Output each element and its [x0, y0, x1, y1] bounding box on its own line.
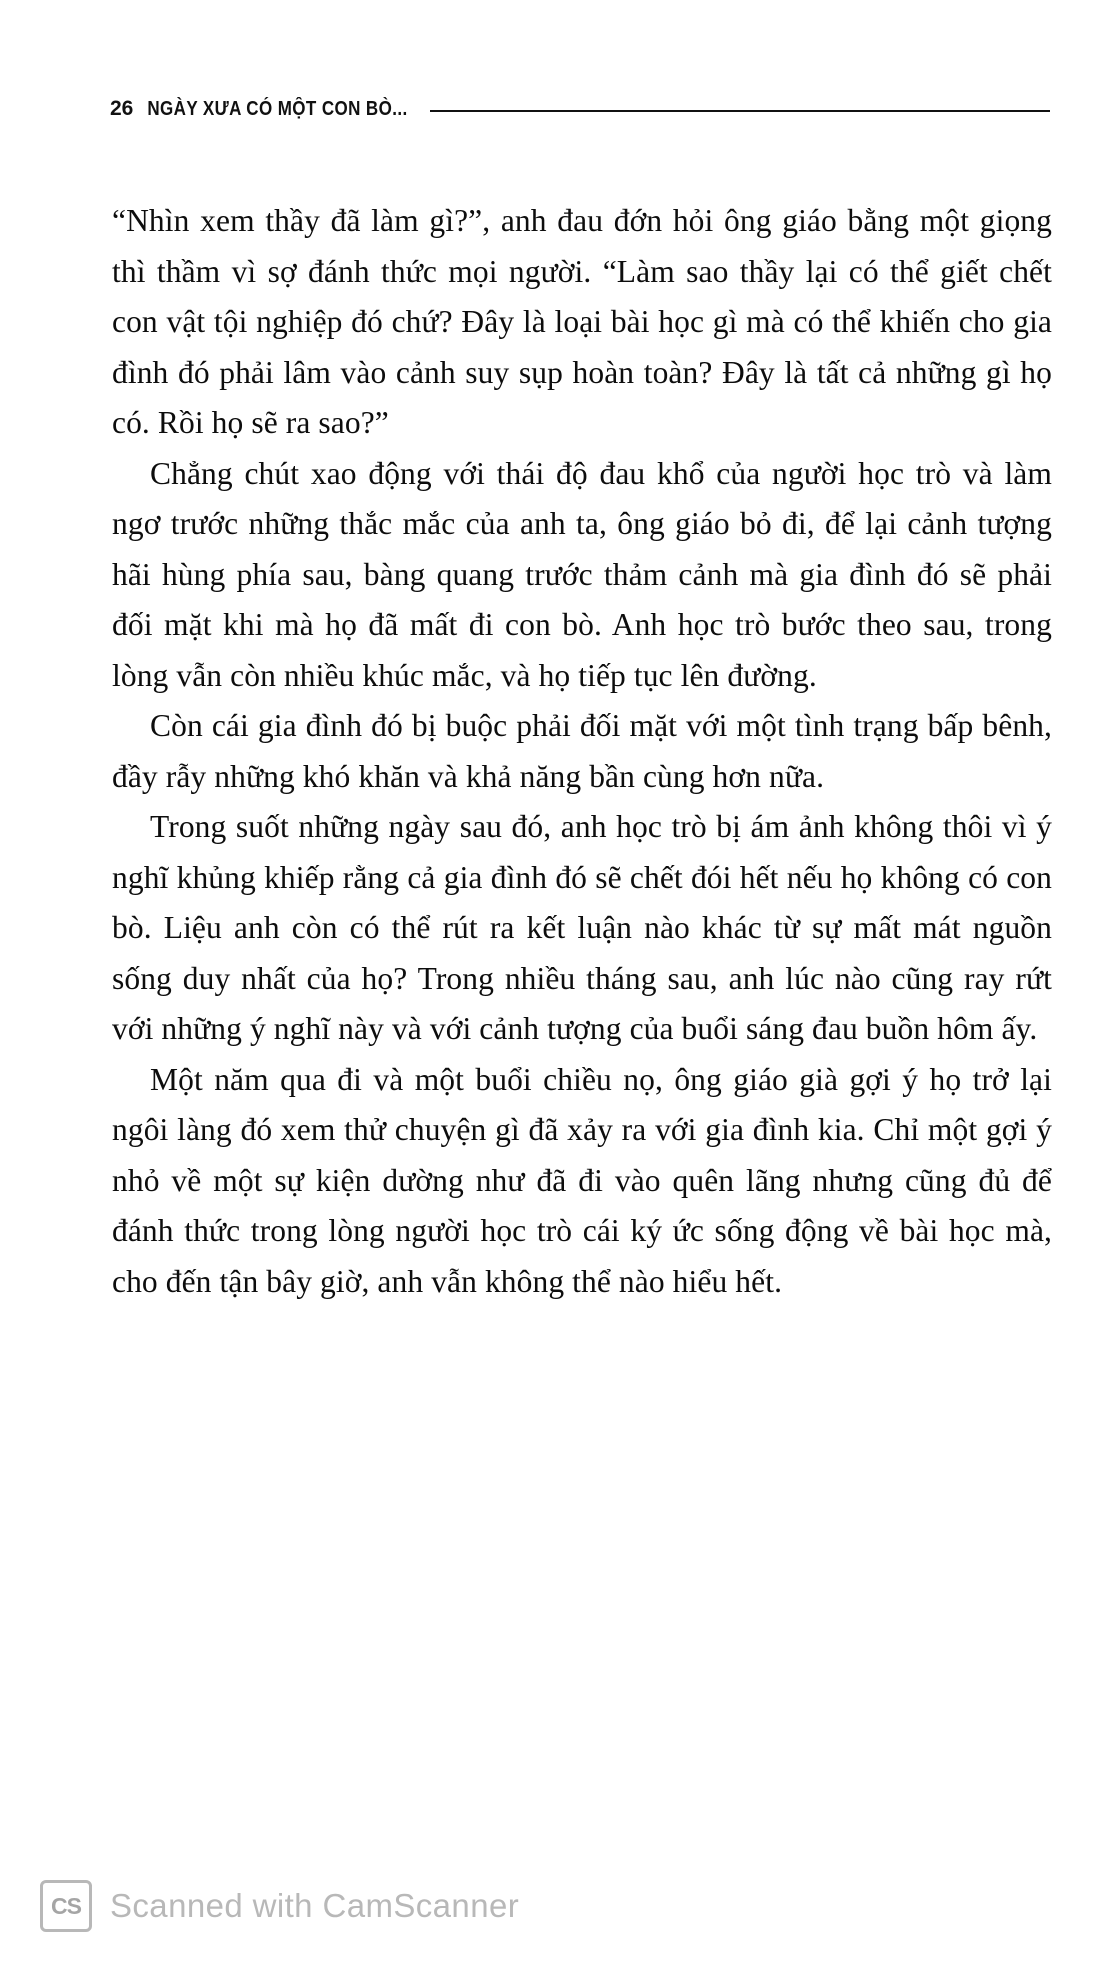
header-rule — [430, 110, 1050, 112]
watermark-label: Scanned with CamScanner — [110, 1887, 520, 1924]
paragraph: Chẳng chút xao động với thái độ đau khổ của người học trò và làm ngơ trước những thắc mắc của anh ta, ông giáo bỏ đi, để lại cảnh tượng hãi hùng phía sau, bàng quang trước thảm cảnh mà gia đình đó sẽ phải đối mặt khi mà họ đã mất đi con bò. Anh học trò bước theo sau, trong lòng vẫn còn nhiều khúc mắc, và họ tiếp tục lên đường. — [112, 455, 1052, 693]
camscanner-watermark — [40, 1880, 519, 1932]
paragraph: Trong suốt những ngày sau đó, anh học trò bị ám ảnh không thôi vì ý nghĩ khủng khiếp rằng cả gia đình đó sẽ chết đói hết nếu họ không có con bò. Liệu anh còn có thể rút ra kết luận nào khác từ sự mất mát nguồn sống duy nhất của họ? Trong nhiều tháng sau, anh lúc nào cũng ray rứt với những ý nghĩ này và với cảnh tượng của buổi sáng đau buồn hôm ấy. — [112, 809, 1052, 1046]
running-head — [110, 92, 1050, 126]
page-number: 26 — [110, 97, 134, 120]
paragraph: “Nhìn xem thầy đã làm gì?”, anh đau đớn hỏi ông giáo bằng một giọng thì thầm vì sợ đánh thức mọi người. “Làm sao thầy lại có thể giết chết con vật tội nghiệp đó chứ? Đây là loại bài học gì mà có thể khiến cho gia đình đó phải lâm vào cảnh suy sụp hoàn toàn? Đây là tất cả những gì họ có. Rồi họ sẽ ra sao?” — [112, 203, 1052, 440]
body-text — [112, 196, 1052, 1307]
paragraph: Một năm qua đi và một buổi chiều nọ, ông giáo già gợi ý họ trở lại ngôi làng đó xem thử chuyện gì đã xảy ra với gia đình kia. Chỉ một gợi ý nhỏ về một sự kiện dường như đã đi vào quên lãng nhưng cũng đủ để đánh thức trong lòng người học trò cái ký ức sống động về bài học mà, cho đến tận bây giờ, anh vẫn không thể nào hiểu hết. — [112, 1061, 1052, 1299]
book-title: NGÀY XƯA CÓ MỘT CON BÒ... — [147, 97, 408, 120]
camscanner-logo-icon: CS — [40, 1880, 92, 1932]
paragraph: Còn cái gia đình đó bị buộc phải đối mặt với một tình trạng bấp bênh, đầy rẫy những khó khăn và khả năng bần cùng hơn nữa. — [112, 708, 1052, 794]
